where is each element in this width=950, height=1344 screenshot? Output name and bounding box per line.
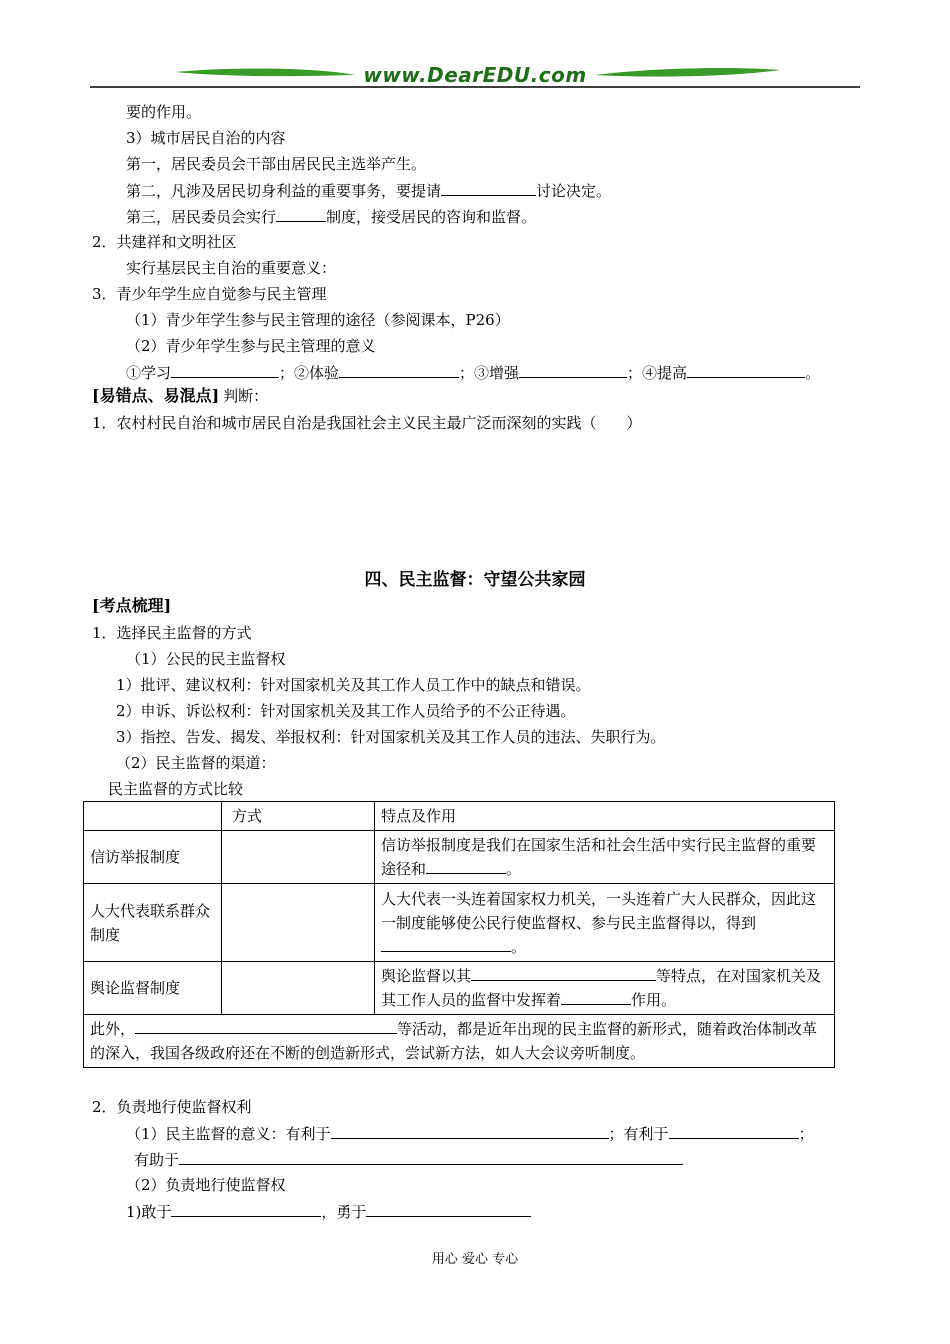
text-segment: ；有利于 (608, 1125, 669, 1143)
text-segment: 制度，接受居民的咨询和监督。 (326, 208, 537, 226)
answer-blank[interactable] (171, 362, 279, 378)
method-cell[interactable] (222, 831, 375, 884)
text-segment: ；④提高 (627, 364, 688, 382)
text-segment: 有助于 (134, 1151, 180, 1169)
text-segment: 第三，居民委员会实行 (126, 208, 277, 226)
section-heading: 2．负责地行使监督权利 (92, 1098, 252, 1116)
fill-line (126, 206, 536, 227)
feature-cell (375, 962, 835, 1015)
text-segment: 讨论决定。 (536, 182, 612, 200)
text-segment: 舆论监督以其 (381, 967, 472, 985)
method-cell[interactable] (222, 884, 375, 962)
row-name-cell: 信访举报制度 (84, 831, 222, 884)
item-heading: （2）民主监督的渠道： (116, 754, 276, 772)
section-heading: 1．选择民主监督的方式 (92, 624, 252, 642)
answer-blank[interactable] (135, 1018, 397, 1034)
text-segment: 等活动，都是近年出现的民主监督的新形式，随着政治体制改革的深入，我国各级政府还在不断的创造新形式，尝试新方法，如人大会议旁听制度。 (90, 1020, 818, 1062)
answer-blank[interactable] (471, 965, 656, 981)
item-heading: （1）公民的民主监督权 (126, 650, 286, 668)
answer-blank[interactable] (687, 362, 805, 378)
text-line: 1）批评、建议权利：针对国家机关及其工作人员工作中的缺点和错误。 (116, 676, 591, 694)
feature-cell (375, 831, 835, 884)
text-segment: 。 (511, 937, 527, 956)
table-row (84, 831, 835, 884)
page-footer: 用心 爱心 专心 (431, 1252, 519, 1267)
text-segment: ；②体验 (279, 364, 340, 382)
site-logo-text: www.DearEDU.com (363, 63, 587, 87)
text-segment: 等特点，在对国家机关及其工作人员的监督中发挥着 (381, 967, 822, 1009)
table-caption: 民主监督的方式比较 (108, 780, 244, 798)
text-segment: ，勇于 (321, 1203, 367, 1221)
item-heading: （1）青少年学生参与民主管理的途径（参阅课本，P26） (126, 311, 510, 329)
table-header-row (84, 802, 835, 831)
text-segment: 1)敢于 (126, 1203, 172, 1221)
item-heading: 3）城市居民自治的内容 (126, 129, 286, 147)
table-footer-row (84, 1015, 835, 1068)
row-name-cell: 舆论监督制度 (84, 962, 222, 1015)
item-heading: （2）负责地行使监督权 (126, 1176, 286, 1194)
answer-blank[interactable] (561, 989, 631, 1005)
answer-blank[interactable] (366, 1201, 531, 1217)
fill-line (126, 1123, 814, 1144)
answer-blank[interactable] (381, 936, 511, 952)
text-segment: ；③增强 (459, 364, 520, 382)
table-header-cell: 方式 (222, 802, 375, 831)
text-line: 2）申诉、诉讼权利：针对国家机关及其工作人员给予的不公正待遇。 (116, 702, 576, 720)
text-segment: 信访举报制度是我们在国家生活和社会生活中实行民主监督的重要途径和 (381, 836, 817, 878)
text-segment: 作用。 (631, 991, 677, 1009)
question-line: 1．农村村民自治和城市居民自治是我国社会主义民主最广泛而深刻的实践（ ） (92, 414, 642, 432)
text-line: 第一，居民委员会干部由居民民主选举产生。 (126, 155, 427, 173)
table-footer-cell (84, 1015, 835, 1068)
answer-blank[interactable] (441, 180, 536, 196)
answer-blank[interactable] (519, 362, 627, 378)
text-segment: （1）民主监督的意义：有利于 (126, 1125, 331, 1143)
answer-blank[interactable] (276, 206, 326, 222)
answer-blank[interactable] (426, 858, 506, 874)
feature-cell (375, 884, 835, 962)
section-title: 四、民主监督：守望公共家园 (364, 570, 586, 590)
text-segment: 。 (805, 364, 821, 382)
section-heading: 2．共建祥和文明社区 (92, 233, 237, 251)
text-line: 实行基层民主自治的重要意义： (126, 259, 337, 277)
answer-blank[interactable] (331, 1123, 609, 1139)
header-banner (90, 60, 860, 90)
text-segment: ； (798, 1125, 814, 1143)
table-header-cell: 特点及作用 (375, 802, 835, 831)
table-header-cell (84, 802, 222, 831)
table-row (84, 962, 835, 1015)
answer-blank[interactable] (669, 1123, 799, 1139)
table-row (84, 884, 835, 962)
text-segment: 人大代表一头连着国家权力机关，一头连着广大人民群众，因此这一制度能够使公民行使监督权、参与民主监督得以，得到 (381, 889, 817, 932)
answer-blank[interactable] (179, 1149, 683, 1165)
mistakes-heading: [易错点、易混点] (92, 386, 220, 405)
answer-blank[interactable] (339, 362, 459, 378)
fill-line (134, 1149, 683, 1170)
review-heading: [考点梳理] (92, 596, 172, 615)
text-line: 3）指控、告发、揭发、举报权利：针对国家机关及其工作人员的违法、失职行为。 (116, 728, 666, 746)
text-segment: 。 (506, 860, 522, 878)
item-heading: （2）青少年学生参与民主管理的意义 (126, 337, 376, 355)
text-segment: 此外， (90, 1020, 136, 1038)
answer-blank[interactable] (171, 1201, 321, 1217)
judge-label: 判断： (223, 387, 269, 405)
comparison-table (83, 801, 835, 1068)
row-name-cell: 人大代表联系群众制度 (84, 884, 222, 962)
mistakes-line (92, 386, 268, 406)
fill-line (126, 362, 820, 383)
fill-line (126, 180, 611, 201)
method-cell[interactable] (222, 962, 375, 1015)
section-heading: 3．青少年学生应自觉参与民主管理 (92, 285, 327, 303)
text-segment: 第二，凡涉及居民切身利益的重要事务，要提请 (126, 182, 442, 200)
text-line: 要的作用。 (126, 103, 202, 121)
fill-line (126, 1201, 531, 1222)
text-segment: ①学习 (126, 364, 172, 382)
